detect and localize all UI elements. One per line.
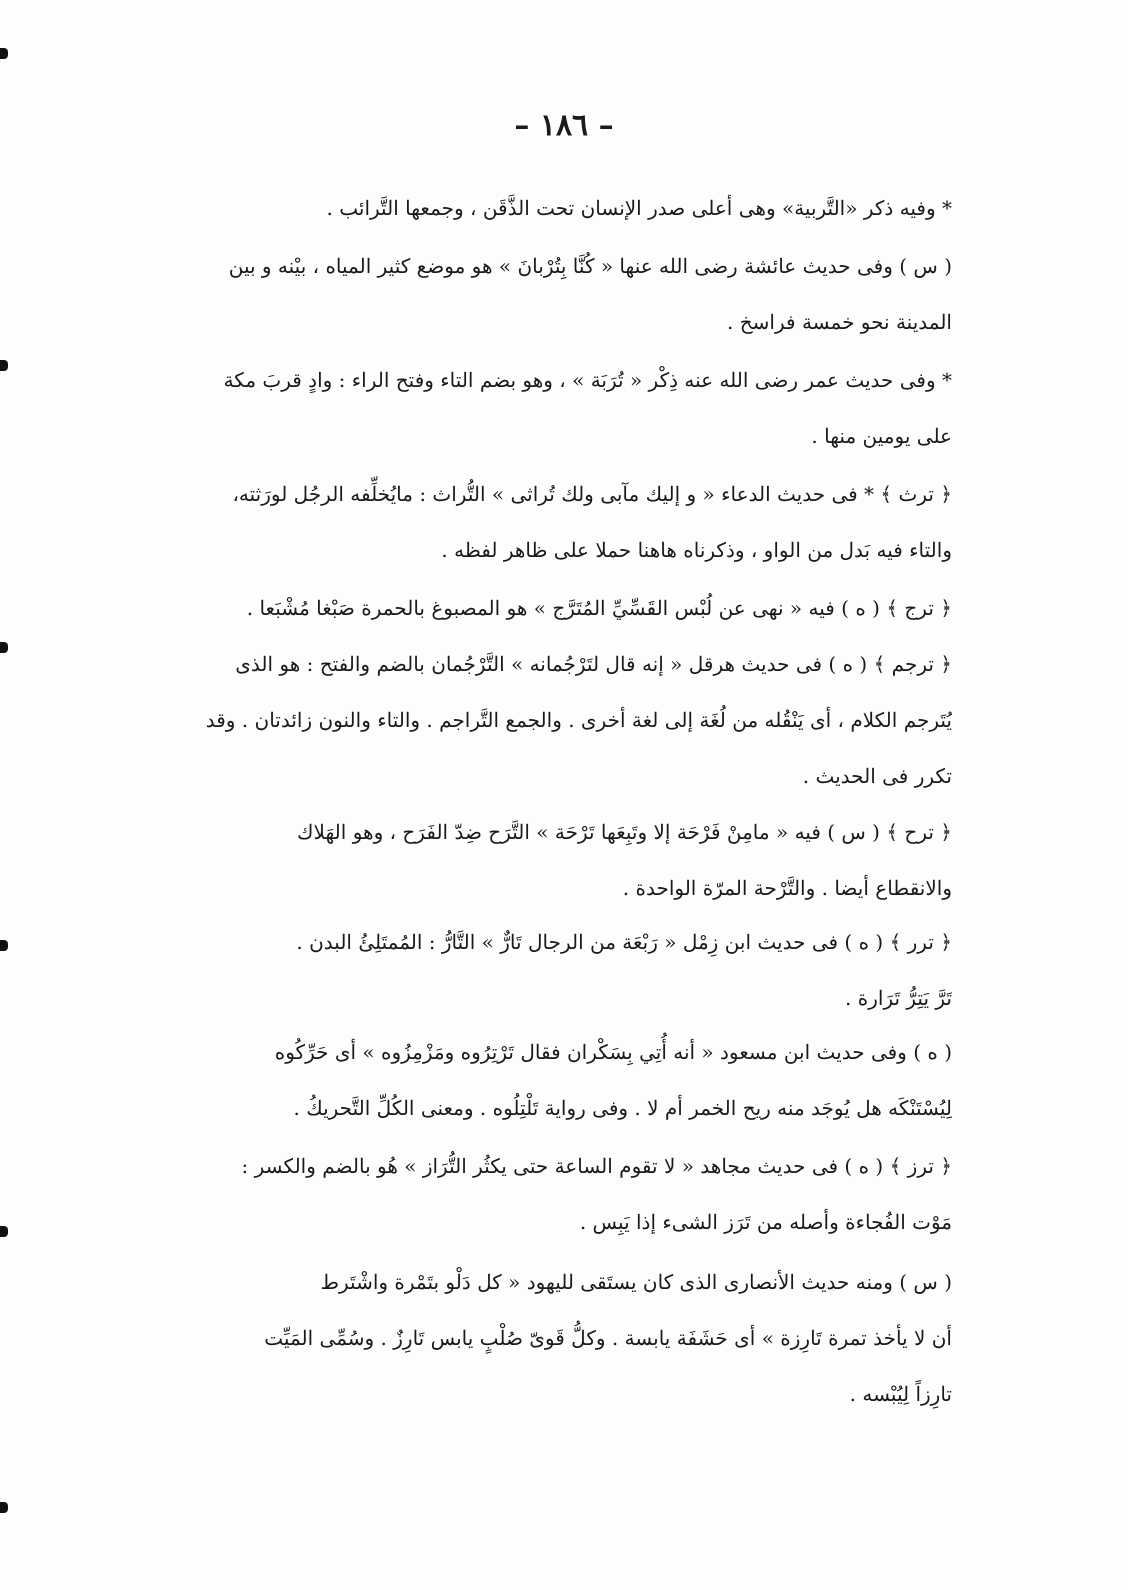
text-line: ﴿ ترج ﴾ ( ه ) فيه « نهى عن لُبْس القَسِّيِّ المُتَرَّج » هو المصبوغ بالحمرة صَبْغا مُشْبَعا . [246,596,952,620]
paragraph [130,636,952,804]
text-line: ﴿ ترر ﴾ ( ه ) فى حديث ابن زِمْل « رَبْعَة من الرجال تَارٌّ » التَّارُّ : المُمتَلِئُ البدن . [296,930,952,954]
text-line: والتاء فيه بَدل من الواو ، وذكرناه هاهنا حملا على ظاهر لفظه . [441,538,952,562]
text-line: ( س ) ومنه حديث الأنصارى الذى كان يستَقى لليهود « كل دَلْو بتَمْرة واشْتَرط [320,1270,952,1294]
scan-edge-mark [0,1502,8,1513]
text-line: ﴿ ترث ﴾ * فى حديث الدعاء « و إليك مآبى ولك تُراثى » التُّراث : مايُخلِّفه الرجُل لورَثته، [232,482,952,506]
text-line: والانقطاع أيضا . والتَّرْحة المرّة الواحدة . [622,876,952,900]
paragraph [130,1024,952,1136]
text-line: ( س ) وفى حديث عائشة رضى الله عنها « كُنَّا بِتُرْبانَ » هو موضع كثير المياه ، بيْنه و بين [228,254,952,278]
paragraph [130,914,952,1026]
scan-edge-mark [0,940,8,951]
paragraph [130,1254,952,1422]
text-line: لِيُسْتَنْكَه هل يُوجَد منه ريح الخمر أم لا . وفى رواية تَلْتِلُوه . ومعنى الكُلِّ التَّحريكُ . [293,1096,952,1120]
paragraph [130,1138,952,1250]
text-line: * وفى حديث عمر رضى الله عنه ذِكْر « تُرَبَة » ، وهو بضم التاء وفتح الراء : وادٍ قربَ مكة [223,368,952,392]
text-line: ﴿ ترجم ﴾ ( ه ) فى حديث هرقل « إنه قال لتَرْجُمانه » التَّرْجُمان بالضم والفتح : هو الذى [235,652,952,676]
text-line: أن لا يأخذ تمرة تَارِزة » أى حَشَفَة يابسة . وكلُّ قَوىّ صُلْبٍ يابس تَارِزٌ . وسُمِّى المَيِّت [264,1326,952,1350]
text-line: تارِزاً لِيُبْسه . [849,1382,952,1406]
text-line: يُتَرجم الكلام ، أى يَنْقُله من لُغَة إلى لغة أخرى . والجمع التَّراجم . والتاء والنون زائدتان . وقد [205,708,952,732]
scan-edge-mark [0,642,8,653]
paragraph [130,180,952,236]
page-number: – ١٨٦ – [514,108,614,143]
text-line: ( ه ) وفى حديث ابن مسعود « أنه أُتِي بِسَكْران فقال تَرْتِرُوه ومَزْمِزُوه » أى حَرِّكُوه [274,1040,952,1064]
paragraph [130,238,952,350]
scan-edge-mark [0,1226,8,1237]
paragraph [130,466,952,578]
text-line: ﴿ ترح ﴾ ( س ) فيه « مامِنْ فَرْحَة إلا وتَبِعَها تَرْحَة » التَّرَح ضِدّ الفَرَح ، وهو الهَلاك [297,820,952,844]
scan-edge-mark [0,360,8,371]
text-line: المدينة نحو خمسة فراسخ . [727,310,952,334]
text-line: * وفيه ذكر «التَّربية» وهى أعلى صدر الإنسان تحت الذَّقَن ، وجمعها التَّرائب . [326,196,952,220]
paragraph [130,580,952,636]
text-line: تَرَّ يَتِرُّ تَرَارة . [845,986,952,1010]
text-line: على يومين منها . [811,424,952,448]
text-line: تكرر فى الحديث . [802,764,952,788]
text-line: مَوْت الفُجاءة وأصله من تَرَز الشىء إذا يَبِس . [579,1210,952,1234]
scan-edge-mark [0,48,8,59]
paragraph [130,804,952,916]
text-line: ﴿ ترز ﴾ ( ه ) فى حديث مجاهد « لا تقوم الساعة حتى يكثُر التُّرَاز » هُو بالضم والكسر : [241,1154,952,1178]
paragraph [130,352,952,464]
